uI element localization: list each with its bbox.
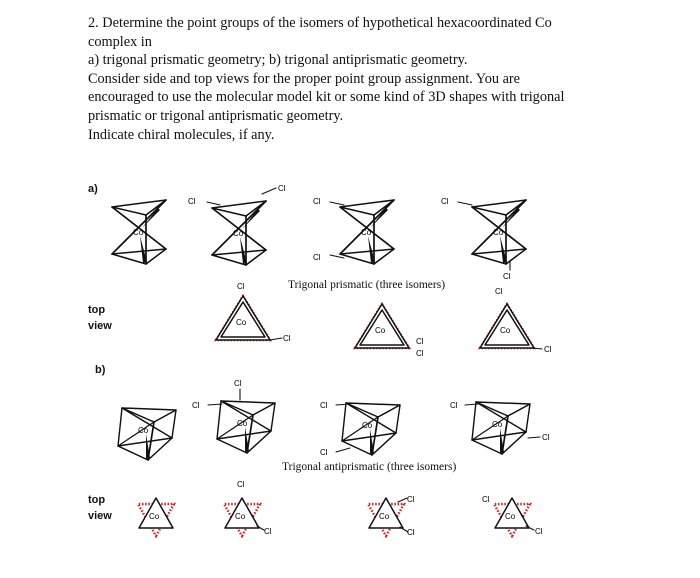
bond-line: [262, 188, 276, 194]
question-line: Consider side and top views for the proper point group assignment. You are: [88, 70, 521, 87]
chlorine-label: Cl: [237, 480, 245, 489]
top-face: [476, 402, 530, 416]
bond-line: [472, 402, 476, 440]
bond-line: [270, 338, 282, 340]
bottom-face: [212, 250, 266, 265]
bond-line: [458, 202, 472, 205]
question-line: complex in: [88, 33, 152, 50]
bond-line: [330, 202, 344, 205]
chlorine-label: Cl: [416, 337, 424, 346]
chlorine-label: Cl: [188, 197, 196, 206]
cobalt-label: Co: [236, 318, 247, 327]
bond-line: [207, 202, 220, 205]
top-view-label-b: top view: [88, 494, 112, 522]
chlorine-label: Cl: [283, 334, 291, 343]
caption-b: Trigonal antiprismatic (three isomers): [282, 461, 457, 473]
cobalt-label: Co: [493, 228, 504, 237]
chlorine-label: Cl: [407, 528, 415, 537]
chlorine-label: Cl: [495, 287, 503, 296]
section-b-label: b): [95, 364, 106, 376]
chlorine-label: Cl: [278, 184, 286, 193]
cobalt-label: Co: [379, 512, 390, 521]
chlorine-label: Cl: [192, 401, 200, 410]
cobalt-label: Co: [361, 228, 372, 237]
question-line: prismatic or trigonal antiprismatic geometry.: [88, 107, 344, 124]
chlorine-label: Cl: [320, 401, 328, 410]
caption-a: Trigonal prismatic (three isomers): [288, 279, 446, 291]
chlorine-label: Cl: [535, 527, 543, 536]
question-line: Indicate chiral molecules, if any.: [88, 126, 275, 143]
chlorine-label: Cl: [313, 253, 321, 262]
bottom-face: [472, 249, 526, 264]
chlorine-label: Cl: [264, 527, 272, 536]
bottom-face: [112, 249, 166, 264]
section-a-label: a): [88, 183, 98, 195]
top-face: [122, 408, 176, 422]
bond-line: [271, 403, 275, 431]
bond-line: [526, 404, 530, 432]
question-line: 2. Determine the point groups of the isomers of hypothetical hexacoordinated Co: [88, 15, 552, 31]
chlorine-label: Cl: [482, 495, 490, 504]
bond-line: [398, 498, 407, 502]
bond-line: [336, 448, 350, 452]
chlorine-label: Cl: [542, 433, 550, 442]
bond-line: [396, 405, 400, 433]
chlorine-label: Cl: [503, 272, 511, 281]
bottom-face: [340, 249, 394, 264]
top-view-label-a: top view: [88, 304, 112, 332]
chlorine-label: Cl: [544, 345, 552, 354]
bond-line: [217, 401, 221, 439]
bond-line: [330, 255, 344, 258]
cobalt-label: Co: [375, 326, 386, 335]
top-face: [221, 401, 275, 415]
cobalt-label: Co: [149, 512, 160, 521]
bond-line: [342, 403, 346, 441]
top-face: [346, 403, 400, 417]
cobalt-label: Co: [233, 229, 244, 238]
cobalt-label: Co: [505, 512, 516, 521]
chlorine-label: Cl: [441, 197, 449, 206]
chlorine-label: Cl: [407, 495, 415, 504]
question-line: encouraged to use the molecular model kit or some kind of 3D shapes with trigonal: [88, 89, 565, 106]
chlorine-label: Cl: [450, 401, 458, 410]
bond-line: [118, 408, 122, 446]
cobalt-label: Co: [133, 228, 144, 237]
chlorine-label: Cl: [416, 349, 424, 358]
chlorine-label: Cl: [237, 282, 245, 291]
chlorine-label: Cl: [234, 379, 242, 388]
bond-line: [528, 437, 540, 438]
bond-line: [172, 410, 176, 438]
chlorine-label: Cl: [320, 448, 328, 457]
cobalt-label: Co: [237, 419, 248, 428]
question-line: a) trigonal prismatic geometry; b) trigonal antiprismatic geometry.: [88, 52, 468, 69]
cobalt-label: Co: [235, 512, 246, 521]
chlorine-label: Cl: [313, 197, 321, 206]
cobalt-label: Co: [138, 426, 149, 435]
cobalt-label: Co: [492, 420, 503, 429]
cobalt-label: Co: [362, 421, 373, 430]
cobalt-label: Co: [500, 326, 511, 335]
